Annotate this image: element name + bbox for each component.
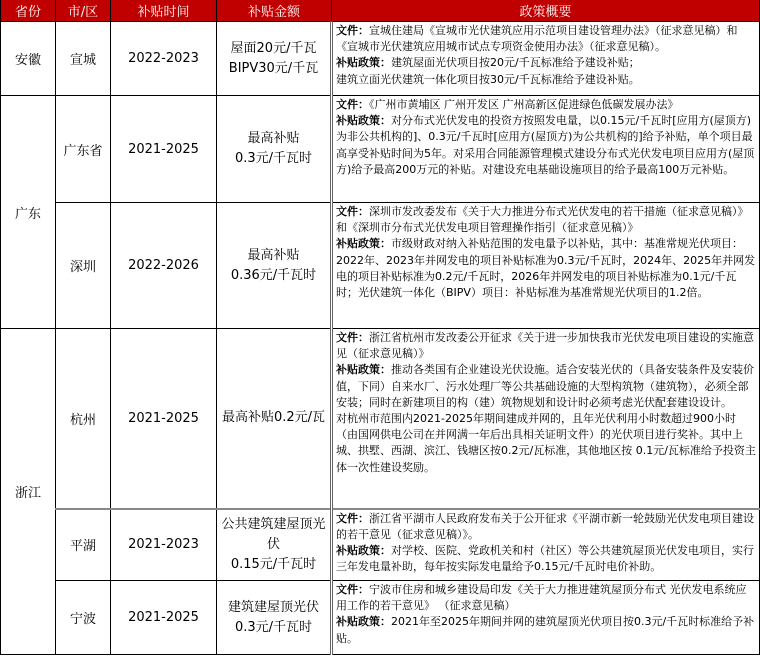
file-text: 宁波市住房和城乡建设局印发《关于大力推进建筑屋顶分布式 光伏发电系统应用工作的若干意见》 （征求意见稿） [336,583,747,613]
table-header-row [1,0,760,22]
amount-cell [217,96,332,203]
city-cell: 杭州 [56,329,111,509]
policy-label: 补贴政策： [336,237,391,251]
amount-line: 0.3元/千瓦时 [234,619,313,635]
amount-line: 0.3元/千瓦时 [234,151,313,166]
file-label: 文件： [336,511,369,525]
amount-cell [217,329,332,509]
policy-extra-text: 对杭州市范围内2021-2025年期间建成并网的，且年光伏利用小时数超过900小时（由国网供电公司在并网满一年后出具相关证明文件）的光伏项目进行奖补。其中上城、拱墅、西湖、滨江、钱塘区按0.2元/瓦标准，其他地区按 0.1元/瓦标准给予投资主体一次性建设奖励。 [336,412,756,474]
policy-summary-cell [332,581,760,655]
policy-summary-cell [332,203,760,329]
header-city: 市/区 [56,0,111,22]
policy-text: 2021年至2025年期间并网的建筑屋顶光伏项目按0.3元/千瓦时标准给予补贴。 [336,615,755,645]
city-cell: 深圳 [56,203,111,329]
period-cell: 2021-2025 [111,96,217,203]
city-cell: 宣城 [56,22,111,96]
file-text: 浙江省杭州市发改委公开征求《关于进一步加快我市光伏发电项目建设的实施意见（征求意见稿）》 [336,331,754,361]
file-label: 文件： [336,583,369,596]
period-cell: 2021-2023 [111,509,217,581]
policy-label: 补贴政策： [336,543,391,557]
header-period: 补贴时间 [111,0,217,22]
policy-summary-cell [332,509,760,581]
amount-line: 建筑建屋顶光伏 [227,599,319,615]
policy-summary-cell [332,22,760,96]
policy-text: 对学校、医院、党政机关和村（社区）等公共建筑屋顶光伏发电项目，实行三年发电量补助，每年按实际发电量给予0.15元/千瓦时电价补助。 [336,543,754,574]
policy-label: 补贴政策： [336,363,391,377]
period-cell: 2021-2025 [111,581,217,655]
period-cell: 2022-2026 [111,203,217,329]
amount-line: 公共建筑建屋顶光伏 [221,516,326,552]
amount-cell [217,203,332,329]
amount-line: 0.15元/千瓦时 [230,556,317,572]
policy-label: 补贴政策： [336,615,391,629]
policy-text: 建筑屋面光伏项目按20元/千瓦标准给予建设补贴； [391,56,640,70]
file-text: 深圳市发改委发布《关于大力推进分布式光伏发电的若干措施（征求意见稿）》和《深圳市分布式光伏发电项目管理操作指引（征求意见稿）》 [336,205,749,235]
policy-text: 推动各类国有企业建设光伏设施。适合安装光伏的（具备安装条件及安装价值，下同）自来水厂、污水处理厂等公共基础设施的大型构筑物（建筑物），必须全部安装；同时在新建项目的构（建）筑物规划和设计时必须考虑光伏配套建设设计。 [336,363,754,409]
policy-text: 对分布式光伏发电的投资方按照发电量，以0.15元/千瓦时[应用方(屋顶方)为非公共机构的]、0.3元/千瓦时[应用方(屋顶方)为公共机构的]给予补贴，单个项目最高享受补贴时间为5年。对采用合同能源管理模式建设分布式光伏发电项目应用方(屋顶方)给予最高200万元的补贴。对建设充电基础设施项目的给予最高100万元补贴。 [336,114,755,176]
amount-line: 最高补贴 [247,247,300,263]
province-cell: 广东 [1,96,56,329]
policy-label: 补贴政策： [336,114,391,128]
policy-summary-cell [332,329,760,509]
header-province: 省份 [1,0,56,22]
header-amount: 补贴金额 [217,0,332,22]
file-label: 文件： [336,24,369,37]
policy-summary-cell [332,96,760,203]
period-cell: 2021-2025 [111,329,217,509]
table-row [1,22,760,96]
file-label: 文件： [336,331,369,344]
amount-line: 最高补贴 [247,131,300,146]
header-policy-summary: 政策概要 [332,0,760,22]
policy-extra-text: 建筑立面光伏建筑一体化项目按30元/千瓦标准给予建设补贴。 [336,72,640,86]
table-row [1,203,760,329]
file-text: 浙江省平湖市人民政府发布关于公开征求《平湖市新一轮鼓励光伏发电项目建设的若干意见（征求意见稿）》。 [336,511,754,541]
file-text: 宣城住建局《宣城市光伏建筑应用示范项目建设管理办法》（征求意见稿）和《宣城市光伏建筑应用城市试点专项资金使用办法》（征求意见稿）。 [336,24,738,54]
file-text: 《广州市黄埔区 广州开发区 广州高新区促进绿色低碳发展办法》 [369,98,679,111]
amount-cell [217,22,332,96]
city-cell: 平湖 [56,509,111,581]
period-cell: 2022-2023 [111,22,217,96]
amount-line: 0.36元/千瓦时 [230,267,317,283]
province-cell: 安徽 [1,22,56,96]
table-row [1,329,760,509]
amount-cell [217,509,332,581]
policy-label: 补贴政策： [336,56,391,70]
city-cell: 广东省 [56,96,111,203]
amount-cell [217,581,332,655]
amount-line: 最高补贴0.2元/瓦 [221,410,326,426]
amount-line: 屋面20元/千瓦 [230,40,317,56]
city-cell: 宁波 [56,581,111,655]
file-label: 文件： [336,98,369,111]
amount-line: BIPV30元/千瓦 [228,60,319,76]
province-cell: 浙江 [1,329,56,655]
policy-text: 市级财政对纳入补贴范围的发电量予以补贴，其中：基准常规光伏项目：2022年、2023年并网发电的项目补贴标准为0.3元/千瓦时，2024年、2025年并网发电的项目补贴标准为0.2元/千瓦时，2026年并网发电的项目补贴标准为0.1元/千瓦时；光伏建筑一体化（BIPV）项目：补贴标准为基准常规光伏项目的1.2倍。 [336,237,756,300]
table-row [1,509,760,581]
table-row [1,581,760,655]
file-label: 文件： [336,205,369,218]
table-row [1,96,760,203]
